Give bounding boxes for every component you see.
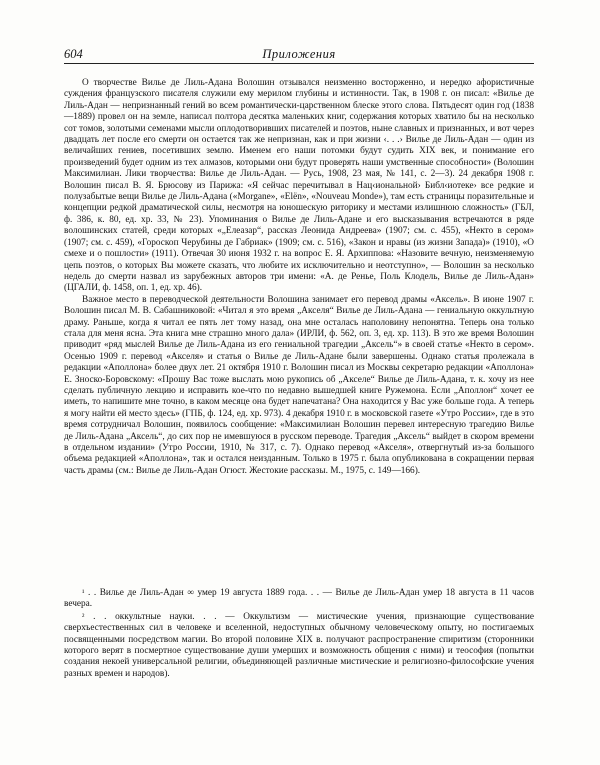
running-head <box>64 46 534 62</box>
note-1 <box>64 587 534 611</box>
header-rule <box>64 63 534 64</box>
paragraph-translation-axel: Важное место в переводческой деятельности Волошина занимает его перевод драмы «Аксель». В июне 1907 г. Волошин писал М. В. Сабашниковой: «Читал я это время „Акселя“ Вилье де Лиль-Адана — гениальную оккультную драму. Раньше, когда я читал ее пять лет тому назад, она мне осталась наполовину непонятна. Теперь она только стала для меня ясна. Эта книга мне страшно много дала» (ИРЛИ, ф. 562, оп. 3, ед. хр. 113). В это же время Волошин приводит «ряд мыслей Вилье де Лиль-Адана из его гениальной трагедии „Аксель“» в своей статье «Некто в сером». Осенью 1909 г. перевод «Акселя» и статья о Вилье де Лиль-Адане были завершены. Однако статья пролежала в редакции «Аполлона» более двух лет. 21 октября 1910 г. Волошин писал из Москвы секретарю редакции «Аполлона» Е. Зноско-Боровскому: «Прошу Вас тоже выслать мою рукопись об „Акселе“ Вилье де Лиль-Адана, т. к. хочу из нее сделать публичную лекцию и исправить кое-что по недавно вышедшей книге Ружемона. Если „Аполлон“ хочет ее иметь, то напишите мне точно, в каком месяце она будет напечатана? Она находится у Вас уже больше года. А теперь я могу найти ей место здесь» (ГПБ, ф. 124, ед. хр. 973). 4 декабря 1910 г. в московской газете «Утро России», где в это время сотрудничал Волошин, появилось сообщение: «Максимилиан Волошин перевел интересную трагедию Вилье де Лиль-Адана „Аксель“, до сих пор не имевшуюся в русском переводе. Трагедия „Аксель“ выйдет в скором времени в отдельном издании» (Утро России, 1910, № 317, с. 7). Однако перевод «Акселя», отвергнутый из-за большого объема редакцией «Аполлона», так и остался неизданным. Только в 1975 г. была опубликована в сокращении первая часть драмы (см.: Вилье де Лиль-Адан Огюст. Жестокие рассказы. М., 1975, с. 149—166). <box>64 294 534 476</box>
commentary-body <box>64 78 534 477</box>
note-2-text: . . оккультные науки. . . — Оккультизм — мистические учения, признающие существование сверхъестественных сил в человеке и вселенной, недоступных обычному человеческому опыту, но постигаемых посвященными посредством магии. Во второй половине XIX в. получают распространение спиритизм (сторонники которого верят в посмертное существование души умерших и возможность общения с ними) и теософия (попытки создания некоей универсальной религии, объединяющей различные мистические и религиозно-философские учения разных времен и народов). <box>64 611 534 679</box>
notes-section <box>64 587 534 680</box>
note-2-marker: ² <box>82 611 85 621</box>
note-1-text: . . Вилье де Лиль-Адан ∞ умер 19 августа 1889 года. . . — Вилье де Лиль-Адан умер 18 августа в 11 часов вечера. <box>64 588 534 610</box>
note-2 <box>64 611 534 680</box>
section-title: Приложения <box>262 47 336 61</box>
note-1-marker: ¹ <box>82 588 85 597</box>
page-number: 604 <box>64 47 83 61</box>
paragraph-creativity: О творчестве Вилье де Лиль-Адана Волошин отзывался неизменно восторженно, и нередко афористичные суждения французского писателя служили ему мерилом глубины и истинности. Так, в 1908 г. он писал: «Вилье де Лиль-Адан — непризнанный гений во всем романтически-царственном блеске этого слова. Пятьдесят один год (1838—1889) провел он на земле, написал полтора десятка маленьких книг, содержания которых хватило бы на несколько сот томов, золотыми семенами мысли оплодотворивших писателей и поэтов, ныне славных и признанных, и вот через двадцать лет после его смерти он остается так же непризнан, как и при жизни ‹. . .› Вилье де Лиль-Адан — один из величайших гениев, посетивших землю. Именем его наши потомки будут судить XIX век, и понимание его произведений будет одним из тех алмазов, которыми они будут проверять наши умственные способности» (Волошин Максимилиан. Лики творчества: Вилье де Лиль-Адан. — Русь, 1908, 23 мая, № 141, с. 2—3). 24 декабря 1908 г. Волошин писал В. Я. Брюсову из Парижа: «Я сейчас перечитывал в Нац‹иональной› Библ‹иотеке› все редкие и полузабытые вещи Вилье де Лиль-Адана («Morgane», «Elën», «Nouveau Monde»), там есть страницы поразительные и концепции редкой драматической силы, несмотря на юношескую риторику и местами излишнюю сложность» (ГБЛ, ф. 386, к. 80, ед. хр. 33, № 23). Упоминания о Вилье де Лиль-Адане и его высказывания встречаются в ряде волошинских статей, среди которых «„Елеазар“, рассказ Леонида Андреева» (1907; см. с. 455), «Некто в сером» (1907; см. с. 459), «Гороскоп Черубины де Габриак» (1909; см. с. 516), «Закон и нравы (из жизни Запада)» (1910), «О смехе и о пошлости» (1911). Отвечая 30 июня 1932 г. на вопрос Е. Я. Архиппова: «Назовите вечную, неизменяемую цепь поэтов, о которых Вы можете сказать, что любите их исключительно и неотступно», — Волошин за несколько недель до смерти назвал из зарубежных авторов три имени: «А. де Ренье, Поль Клодель, Вилье де Лиль-Адан» (ЦГАЛИ, ф. 1458, оп. 1, ед. хр. 46). <box>64 78 534 294</box>
